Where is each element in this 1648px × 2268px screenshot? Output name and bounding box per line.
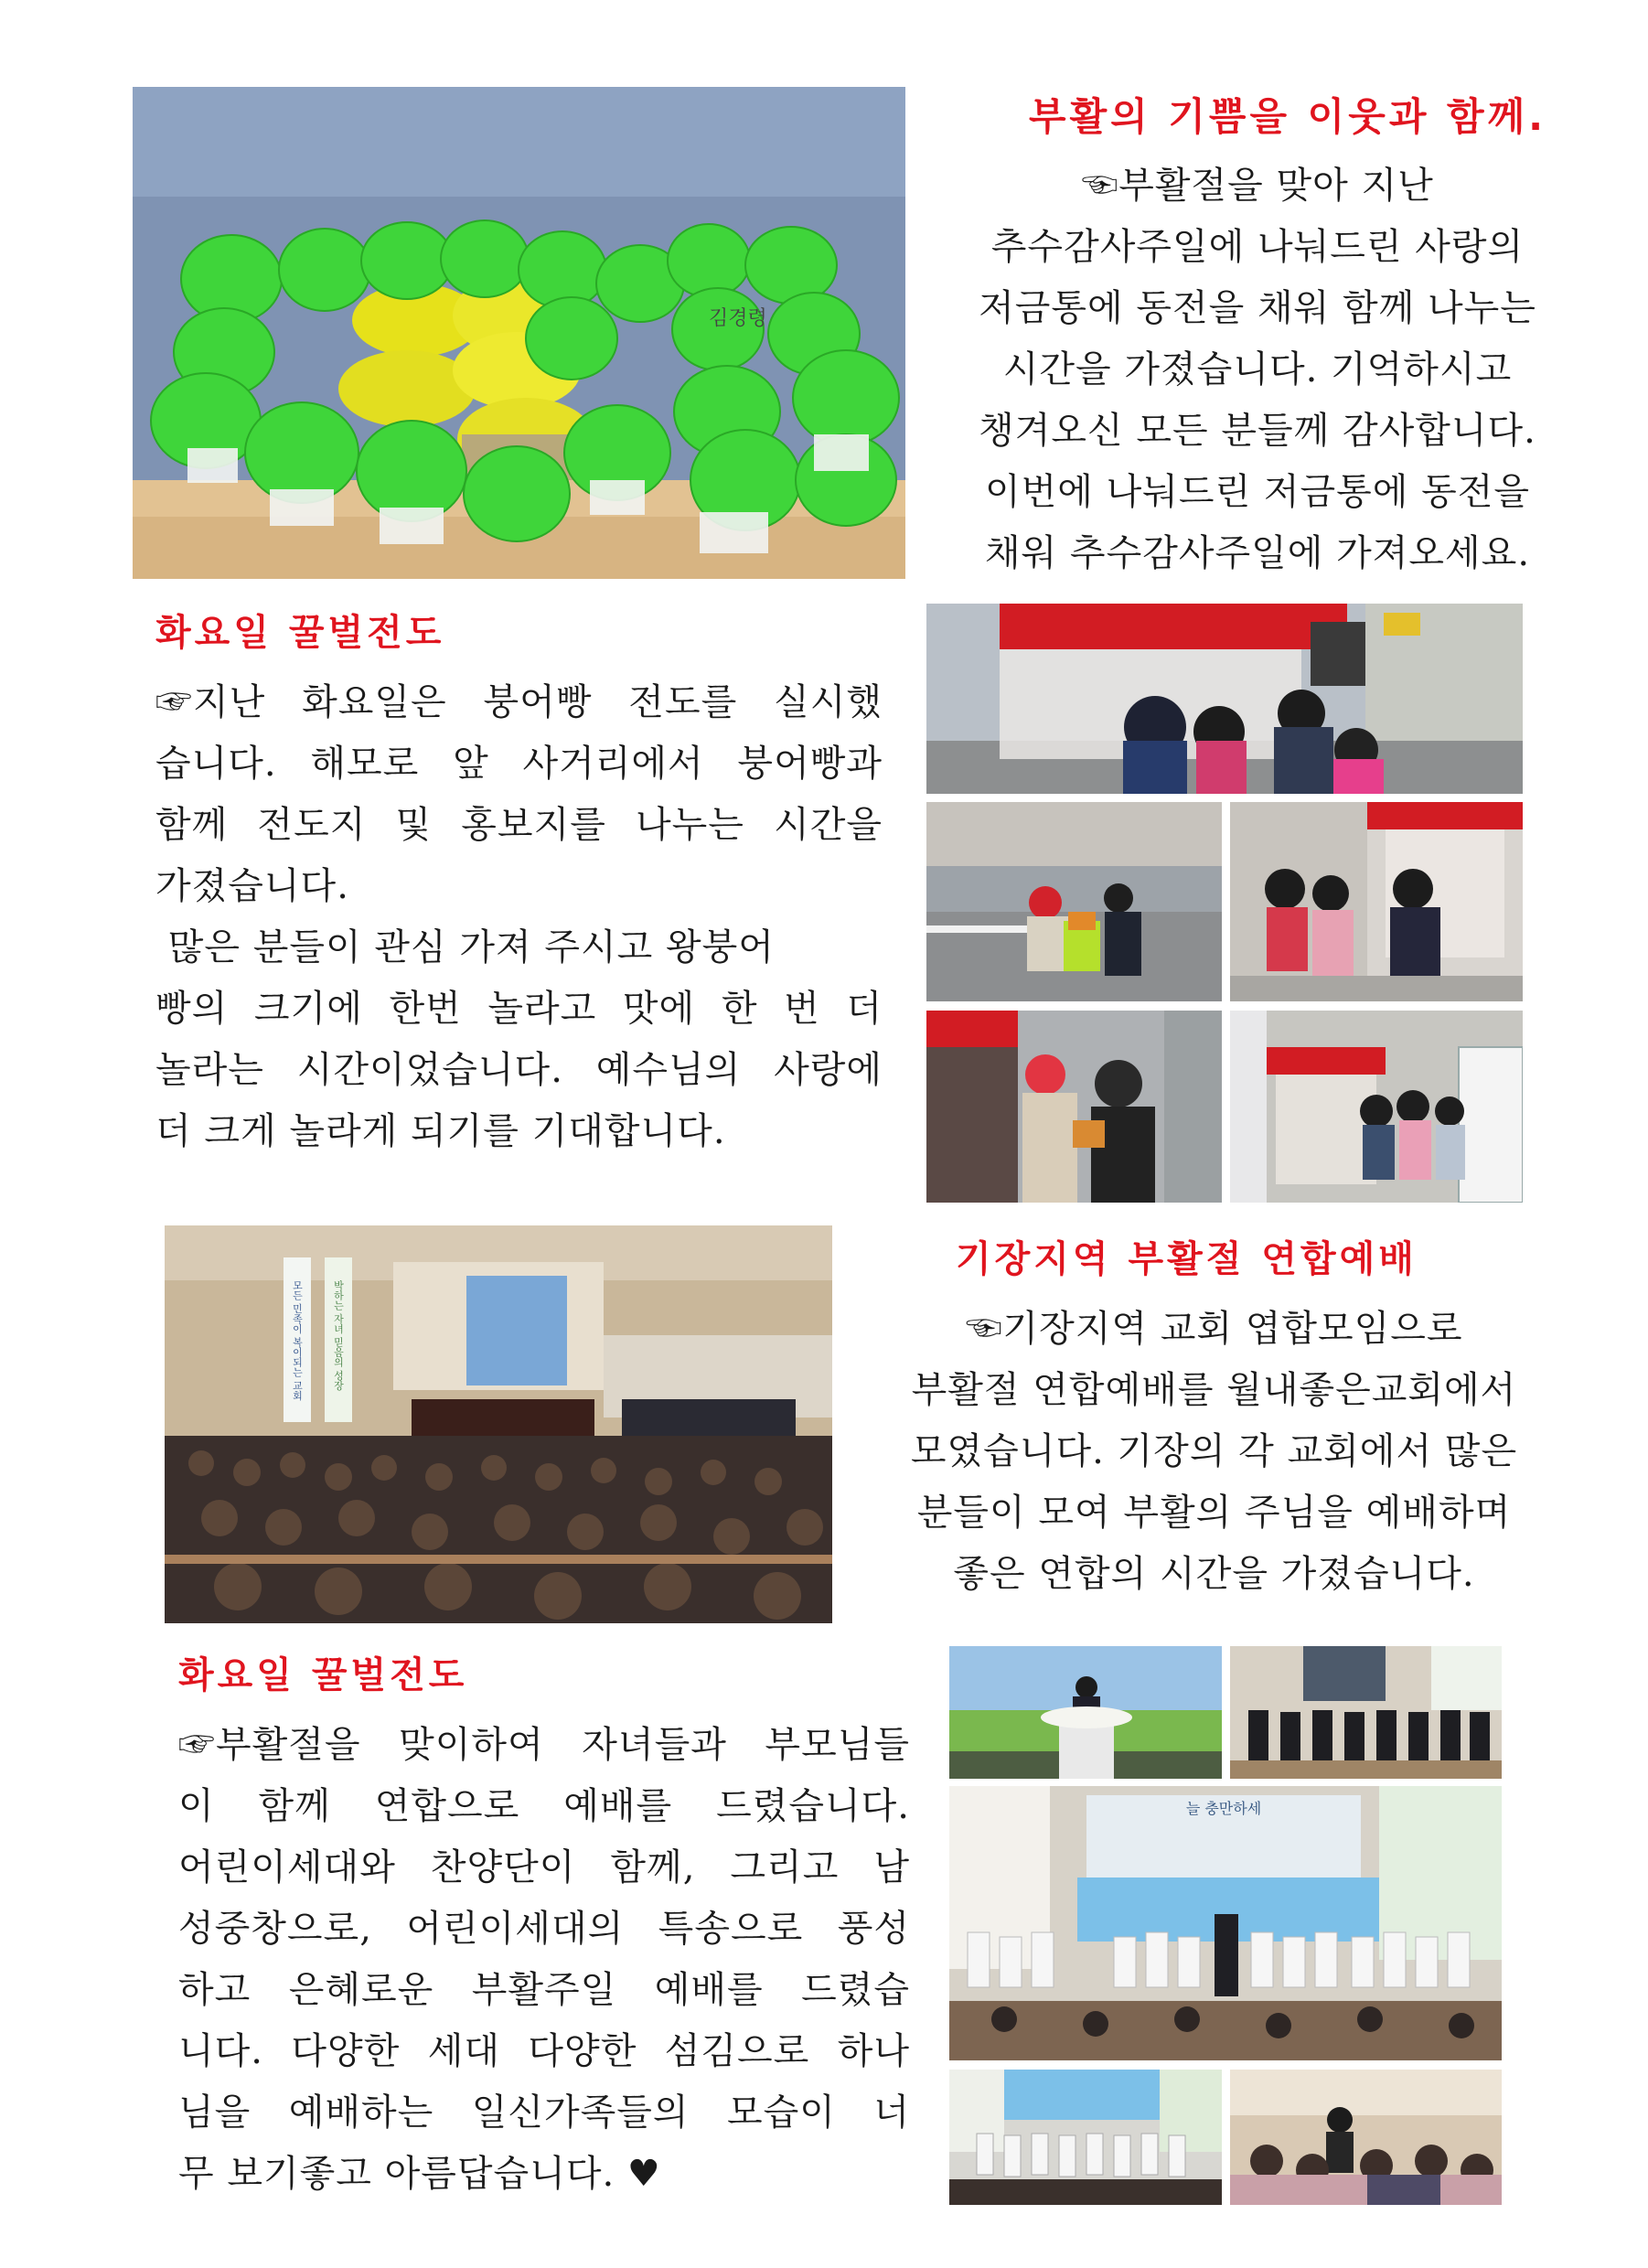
text-line: 님을 예배하는 일신가족들의 모습이 너 <box>178 2091 910 2134</box>
text-line: 어린이세대와 찬양단이 함께, 그리고 남 <box>178 1846 910 1888</box>
text-line: 채워 추수감사주일에 가져오세요. <box>984 532 1531 574</box>
text-line: 가졌습니다. <box>155 865 349 907</box>
text-line: 빵의 크기에 한번 놀라고 맛에 한 번 더 <box>155 988 883 1030</box>
text-line: 무 보기좋고 아름답습니다. ♥ <box>178 2153 661 2195</box>
family-service-photo-3 <box>949 1786 1502 2060</box>
text-line: 분들이 모여 부활의 주님을 예배하며 <box>916 1492 1512 1534</box>
text-line: 하고 은혜로운 부활주일 예배를 드렸습 <box>178 1969 910 2011</box>
section-title-tuesday-outreach: 화요일 꿀벌전도 <box>155 612 445 654</box>
section-title-joint-easter-service: 기장지역 부활절 연합예배 <box>956 1238 1418 1280</box>
outreach-photo-1 <box>926 604 1523 794</box>
outreach-photo-2 <box>926 802 1222 1001</box>
svg-text:김경령: 김경령 <box>709 307 767 330</box>
family-service-photo-2 <box>1230 1646 1502 1779</box>
outreach-photo-5 <box>1230 1011 1523 1203</box>
text-line: 이 함께 연합으로 예배를 드렸습니다. <box>178 1785 910 1827</box>
text-line: 모였습니다. 기장의 각 교회에서 많은 <box>910 1430 1518 1472</box>
text-line: 저금통에 동전을 채워 함께 나누는 <box>979 287 1536 329</box>
text-line: 이번에 나눠드린 저금통에 동전을 <box>984 471 1531 513</box>
section-body-family-service <box>178 1715 910 2205</box>
text-line: ☜부활절을 맞아 지난 <box>1081 165 1434 207</box>
text-line: 좋은 연합의 시간을 가졌습니다. <box>953 1553 1475 1595</box>
section-body-easter-joy <box>942 155 1573 584</box>
text-line: 성중창으로, 어린이세대의 특송으로 풍성 <box>178 1908 910 1950</box>
family-service-photo-1 <box>949 1646 1222 1779</box>
svg-text:늘 충만하세: 늘 충만하세 <box>1185 1800 1262 1817</box>
outreach-photo-3 <box>1230 802 1523 1001</box>
text-line: 부활절 연합예배를 월내좋은교회에서 <box>911 1369 1517 1411</box>
svg-text:모든 민족이 복이되는 교회: 모든 민족이 복이되는 교회 <box>291 1280 304 1401</box>
text-line: ☞지난 화요일은 붕어빵 전도를 실시했 <box>155 681 883 723</box>
text-line: ☜기장지역 교회 엽합모임으로 <box>965 1308 1463 1350</box>
section-body-tuesday-outreach <box>155 672 883 1162</box>
joint-service-photo <box>165 1225 832 1623</box>
text-line: 많은 분들이 관심 가져 주시고 왕붕어 <box>155 926 775 968</box>
outreach-photo-4 <box>926 1011 1222 1203</box>
text-line: 챙겨오신 모든 분들께 감사합니다. <box>979 410 1536 452</box>
section-title-family-service: 화요일 꿀벌전도 <box>178 1654 468 1696</box>
section-body-joint-easter-service <box>855 1299 1573 1605</box>
text-line: 시간을 가졌습니다. 기억하시고 <box>1002 348 1513 390</box>
svg-text:박하는 자녀 믿음의 성장: 박하는 자녀 믿음의 성장 <box>332 1280 345 1391</box>
text-line: 습니다. 해모로 앞 사거리에서 붕어빵과 <box>155 743 883 785</box>
family-service-photo-4 <box>949 2070 1222 2205</box>
text-line: 놀라는 시간이었습니다. 예수님의 사랑에 <box>155 1049 883 1091</box>
text-line: ☞부활절을 맞이하여 자녀들과 부모님들 <box>178 1724 910 1766</box>
text-line: 니다. 다양한 세대 다양한 섬김으로 하나 <box>178 2030 910 2072</box>
coin-banks-photo <box>133 87 905 579</box>
family-service-photo-5 <box>1230 2070 1502 2205</box>
section-title-easter-joy: 부활의 기쁨을 이웃과 함께. <box>1029 94 1547 139</box>
text-line: 추수감사주일에 나눠드린 사랑의 <box>990 226 1525 268</box>
text-line: 함께 전도지 및 홍보지를 나누는 시간을 <box>155 804 883 846</box>
text-line: 더 크게 놀라게 되기를 기대합니다. <box>155 1110 726 1152</box>
